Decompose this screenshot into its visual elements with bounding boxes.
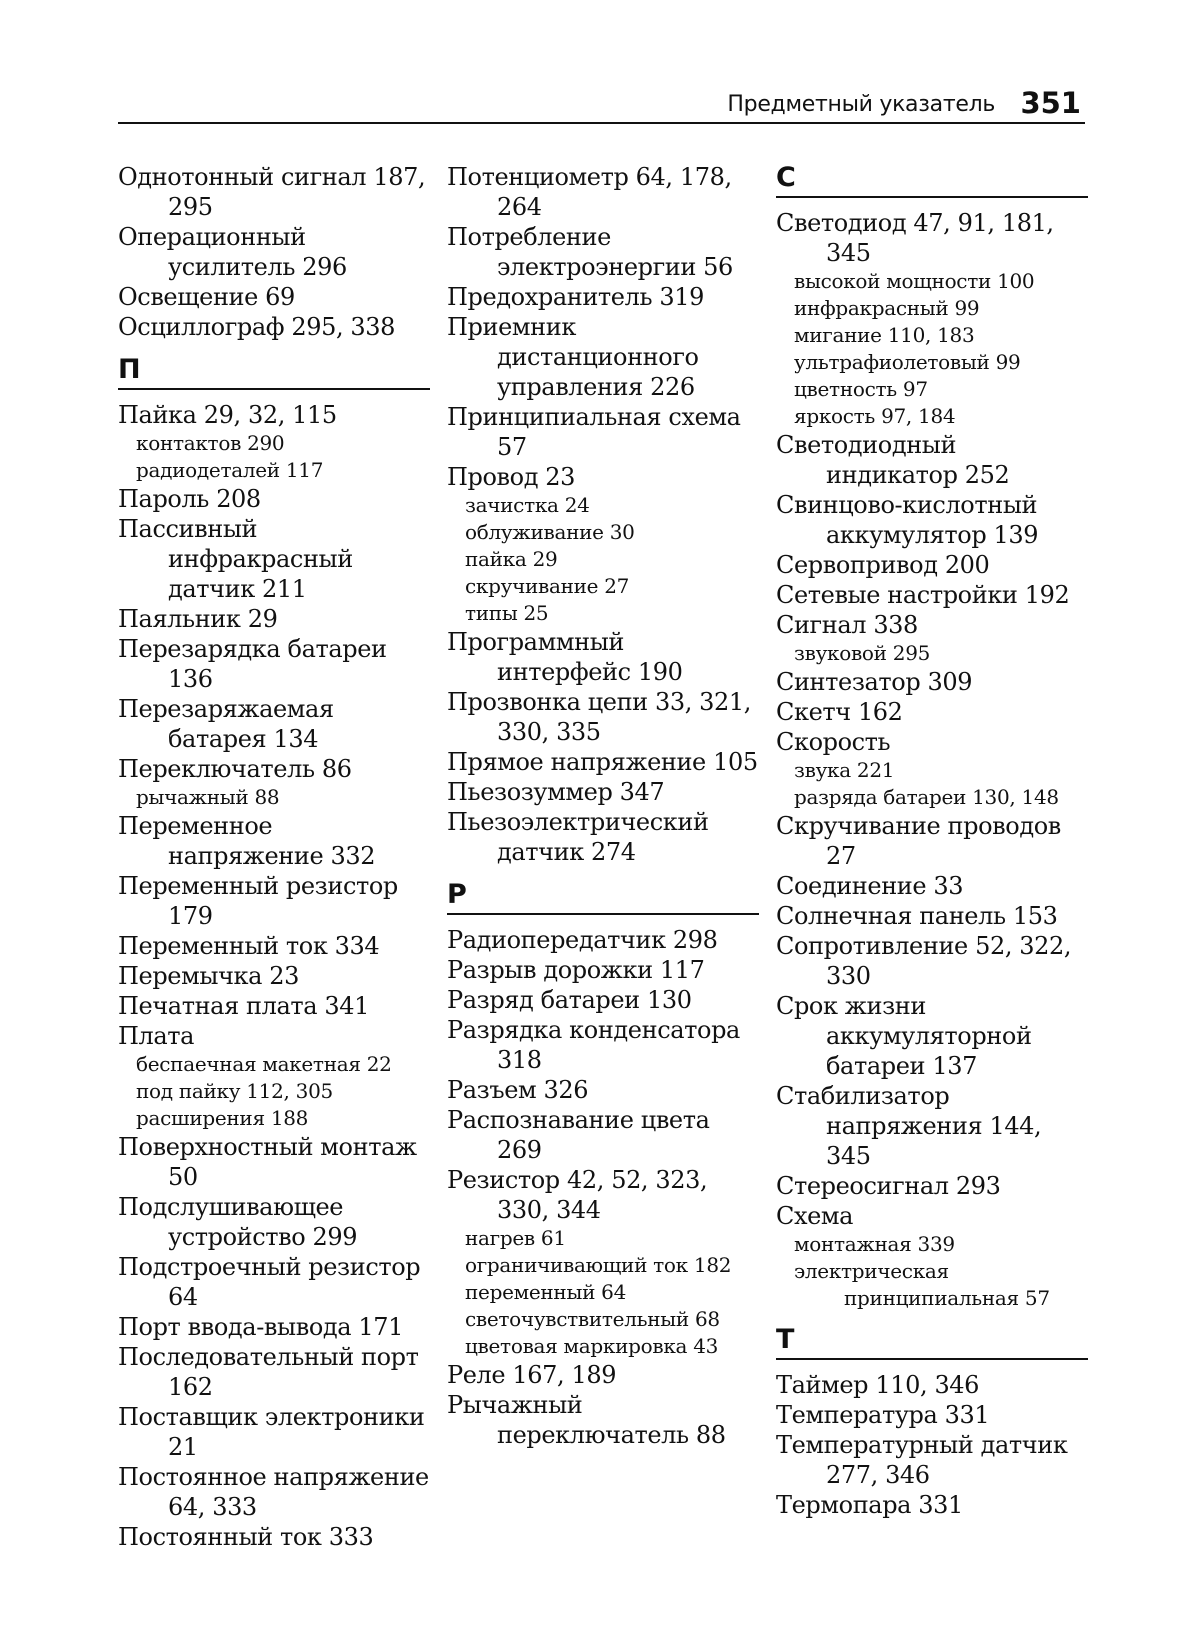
index-subentry: высокой мощности 100	[794, 269, 1035, 293]
index-entry: Таймер 110, 346	[776, 1371, 980, 1399]
index-entry: Солнечная панель 153	[776, 902, 1058, 930]
index-entry: Схема	[776, 1202, 854, 1230]
index-entry: Постоянное напряжение 64, 333	[118, 1463, 429, 1521]
index-entry: Реле 167, 189	[447, 1361, 617, 1389]
index-entry: Пароль 208	[118, 485, 261, 513]
index-entry: Радиопередатчик 298	[447, 926, 718, 954]
index-entry: Принципиальная схема 57	[447, 403, 741, 461]
index-subentry: зачистка 24	[465, 493, 590, 517]
index-entry: Скорость	[776, 728, 891, 756]
index-column-2	[447, 162, 759, 1450]
index-entry: Срок жизни аккумуляторной батареи 137	[776, 992, 1032, 1080]
index-entry: Приемник дистанционного управления 226	[447, 313, 699, 401]
index-entry: Осциллограф 295, 338	[118, 313, 396, 341]
index-subentry: звука 221	[794, 758, 895, 782]
index-entry: Температурный датчик 277, 346	[776, 1431, 1068, 1489]
index-entry: Провод 23	[447, 463, 576, 491]
index-column-1	[118, 162, 430, 1552]
index-subentry: мигание 110, 183	[794, 323, 975, 347]
index-subentry: под пайку 112, 305	[136, 1079, 333, 1103]
index-entry: Предохранитель 319	[447, 283, 704, 311]
letter-heading: С	[776, 162, 1088, 198]
index-entry: Паяльник 29	[118, 605, 278, 633]
index-entry: Температура 331	[776, 1401, 990, 1429]
index-subentry: беспаечная макетная 22	[136, 1052, 392, 1076]
letter-heading: Р	[447, 879, 759, 915]
letter-heading: П	[118, 354, 430, 390]
index-entry: Подслушивающее устройство 299	[118, 1193, 358, 1251]
index-entry: Резистор 42, 52, 323, 330, 344	[447, 1166, 708, 1224]
index-entry: Последовательный порт 162	[118, 1343, 419, 1401]
index-entry: Потенциометр 64, 178, 264	[447, 163, 732, 221]
index-entry: Однотонный сигнал 187, 295	[118, 163, 426, 221]
index-column-3	[776, 162, 1088, 1520]
index-entry: Разрядка конденсатора 318	[447, 1016, 740, 1074]
index-entry: Скетч 162	[776, 698, 903, 726]
index-subentry: яркость 97, 184	[794, 404, 956, 428]
index-subentry: радиодеталей 117	[136, 458, 324, 482]
index-entry: Светодиод 47, 91, 181, 345	[776, 209, 1054, 267]
index-subentry: облуживание 30	[465, 520, 635, 544]
index-entry: Рычажный переключатель 88	[447, 1391, 726, 1449]
running-head	[118, 86, 1085, 124]
index-entry: Освещение 69	[118, 283, 295, 311]
index-subentry: электрическая принципиальная 57	[794, 1259, 1050, 1310]
index-entry: Скручивание проводов 27	[776, 812, 1061, 870]
index-entry: Сервопривод 200	[776, 551, 990, 579]
page-number: 351	[1020, 86, 1081, 120]
index-subentry: цветовая маркировка 43	[465, 1334, 719, 1358]
index-subentry: скручивание 27	[465, 574, 630, 598]
index-entry: Подстроечный резистор 64	[118, 1253, 421, 1311]
index-entry: Перезаряжаемая батарея 134	[118, 695, 334, 753]
index-entry: Свинцово-кислотный аккумулятор 139	[776, 491, 1039, 549]
index-entry: Пайка 29, 32, 115	[118, 401, 337, 429]
index-entry: Операционный усилитель 296	[118, 223, 347, 281]
index-subentry: светочувствительный 68	[465, 1307, 720, 1331]
index-entry: Переключатель 86	[118, 755, 352, 783]
index-subentry: ограничивающий ток 182	[465, 1253, 732, 1277]
index-entry: Прямое напряжение 105	[447, 748, 758, 776]
index-entry: Сигнал 338	[776, 611, 918, 639]
index-entry: Прозвонка цепи 33, 321, 330, 335	[447, 688, 752, 746]
index-entry: Термопара 331	[776, 1491, 963, 1519]
index-entry: Перемычка 23	[118, 962, 300, 990]
letter-heading: Т	[776, 1324, 1088, 1360]
index-entry: Постоянный ток 333	[118, 1523, 374, 1551]
index-entry: Переменный резистор 179	[118, 872, 398, 930]
index-entry: Стабилизатор напряжения 144, 345	[776, 1082, 1042, 1170]
index-subentry: ультрафиолетовый 99	[794, 350, 1021, 374]
index-entry: Соединение 33	[776, 872, 964, 900]
index-entry: Поверхностный монтаж 50	[118, 1133, 417, 1191]
index-entry: Разъем 326	[447, 1076, 589, 1104]
index-entry: Поставщик электроники 21	[118, 1403, 425, 1461]
index-subentry: звуковой 295	[794, 641, 931, 665]
index-entry: Пассивный инфракрасный датчик 211	[118, 515, 353, 603]
index-entry: Сопротивление 52, 322, 330	[776, 932, 1072, 990]
index-entry: Пьезоэлектрический датчик 274	[447, 808, 709, 866]
index-entry: Разрыв дорожки 117	[447, 956, 705, 984]
index-entry: Переменный ток 334	[118, 932, 380, 960]
index-entry: Стереосигнал 293	[776, 1172, 1001, 1200]
index-entry: Порт ввода-вывода 171	[118, 1313, 404, 1341]
index-subentry: переменный 64	[465, 1280, 627, 1304]
index-subentry: расширения 188	[136, 1106, 309, 1130]
index-subentry: типы 25	[465, 601, 549, 625]
index-entry: Перезарядка батареи 136	[118, 635, 387, 693]
index-entry: Плата	[118, 1022, 195, 1050]
index-subentry: рычажный 88	[136, 785, 280, 809]
index-subentry: нагрев 61	[465, 1226, 566, 1250]
index-entry: Распознавание цвета 269	[447, 1106, 710, 1164]
index-entry: Разряд батареи 130	[447, 986, 692, 1014]
index-entry: Синтезатор 309	[776, 668, 973, 696]
running-title: Предметный указатель	[727, 92, 995, 117]
index-entry: Программный интерфейс 190	[447, 628, 683, 686]
index-subentry: цветность 97	[794, 377, 928, 401]
index-subentry: инфракрасный 99	[794, 296, 980, 320]
index-entry: Потребление электроэнергии 56	[447, 223, 733, 281]
index-entry: Сетевые настройки 192	[776, 581, 1070, 609]
index-subentry: пайка 29	[465, 547, 558, 571]
index-entry: Пьезозуммер 347	[447, 778, 665, 806]
index-subentry: разряда батареи 130, 148	[794, 785, 1059, 809]
index-entry: Печатная плата 341	[118, 992, 370, 1020]
index-entry: Светодиодный индикатор 252	[776, 431, 1010, 489]
index-entry: Переменное напряжение 332	[118, 812, 376, 870]
index-subentry: монтажная 339	[794, 1232, 955, 1256]
index-subentry: контактов 290	[136, 431, 285, 455]
